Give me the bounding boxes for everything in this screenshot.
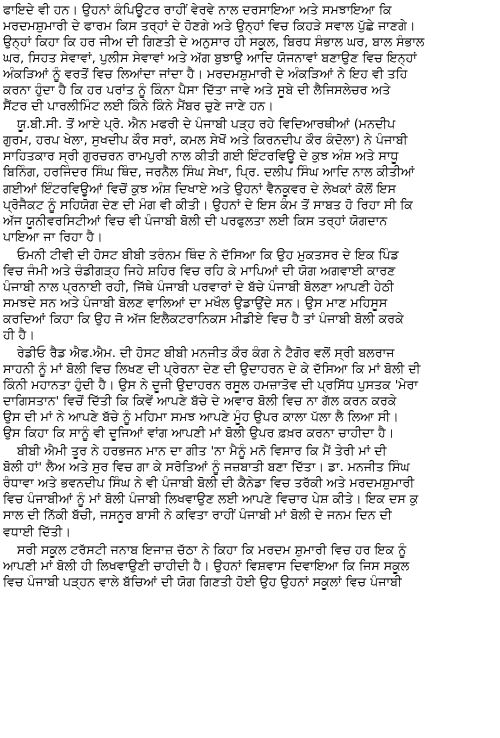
text-line: ਬਿਨਿੰਗ, ਹਰਜਿੰਦਰ ਸਿੰਘ ਥਿੰਦ, ਜਰਨੈਲ ਸਿੰਘ ਸੇਖਾ, ਪ੍ਰਿ. ਦਲੀਪ ਸਿੰਘ ਆਦਿ ਨਾਲ ਕੀਤੀਆਂ	[3, 164, 415, 180]
paragraph-song-and-speeches	[3, 443, 496, 539]
text-line: ਰੇਡੀਓ ਰੈਡ ਐਫ.ਐਮ. ਦੀ ਹੋਸਟ ਬੀਬੀ ਮਨਜੀਤ ਕੌਰ ਕੰਗ ਨੇ ਟੈਗੋਰ ਵਲੋਂ ਸ੍ਰੀ ਬਲਰਾਜ	[17, 344, 395, 360]
text-line: ਵਿਚ ਜੰਮੀ ਅਤੇ ਚੰਡੀਗੜ੍ਹ ਜਿਹੇ ਸ਼ਹਿਰ ਵਿਚ ਰਹਿ ਕੇ ਮਾਪਿਆਂ ਦੀ ਯੋਗ ਅਗਵਾਈ ਕਾਰਣ	[3, 262, 396, 278]
text-line: ਵਿਚ ਪੰਜਾਬੀ ਪੜ੍ਹਨ ਵਾਲੇ ਬੱਚਿਆਂ ਦੀ ਯੋਗ ਗਿਣਤੀ ਹੋਈ ਉਹ ਉਹਨਾਂ ਸਕੂਲਾਂ ਵਿਚ ਪੰਜਾਬੀ	[3, 573, 402, 589]
text-line: ਸਾਹਨੀ ਨੂੰ ਮਾਂ ਬੋਲੀ ਵਿਚ ਲਿਖਣ ਦੀ ਪ੍ਰੇਰਨਾ ਦੇਣ ਦੀ ਉਦਾਹਰਨ ਦੇ ਕੇ ਦੱਸਿਆ ਕਿ ਮਾਂ ਬੋਲੀ ਦੀ	[3, 361, 421, 377]
text-line: ਕਰਦਿਆਂ ਕਿਹਾ ਕਿ ਉਹ ਜੋ ਅੱਜ ਇਲੈਕਟਰਾਨਿਕਸ ਮੀਡੀਏ ਵਿਚ ਹੈ ਤਾਂ ਪੰਜਾਬੀ ਬੋਲੀ ਕਰਕੇ	[3, 310, 404, 326]
text-line: ਯੂ.ਬੀ.ਸੀ. ਤੋਂ ਆਏ ਪ੍ਰੋ. ਐਨ ਮਫਰੀ ਦੇ ਪੰਜਾਬੀ ਪੜ੍ਹ ਰਹੇ ਵਿਦਿਆਰਥੀਆਂ (ਮਨਦੀਪ	[17, 116, 396, 132]
text-line: ਓਮਨੀ ਟੀਵੀ ਦੀ ਹੋਸਟ ਬੀਬੀ ਤਰੰਨਮ ਥਿੰਦ ਨੇ ਦੱਸਿਆ ਕਿ ਉਹ ਮੁਕਤਸਰ ਦੇ ਇਕ ਪਿੰਡ	[17, 246, 399, 262]
text-line: ਫਾਇਦੇ ਵੀ ਹਨ। ਉਹਨਾਂ ਕੰਪਿਊਟਰ ਰਾਹੀਂ ਵੇਰਵੇ ਨਾਲ ਦਰਸਾਇਆ ਅਤੇ ਸਮਝਾਇਆ ਕਿ	[3, 2, 392, 17]
text-line: ਉਨ੍ਹਾਂ ਕਿਹਾ ਕਿ ਹਰ ਜੀਅ ਦੀ ਗਿਣਤੀ ਦੇ ਅਨੁਸਾਰ ਹੀ ਸਕੂਲ, ਬਿਰਧ ਸੰਭਾਲ ਘਰ, ਬਾਲ ਸੰਭਾਲ	[3, 34, 425, 50]
text-line: ਕਰਨਾ ਹੁੰਦਾ ਹੈ ਕਿ ਹਰ ਪਰਾਂਤ ਨੂੰ ਕਿੰਨਾ ਪੈਸਾ ਦਿੱਤਾ ਜਾਵੇ ਅਤੇ ਸੂਬੇ ਦੀ ਲੈਜਿਸਲੇਚਰ ਅਤੇ	[3, 82, 391, 98]
text-line: ਪਾਇਆ ਜਾ ਰਿਹਾ ਹੈ।	[3, 228, 103, 244]
text-line: ਵਿਚ ਪੰਜਾਬੀਆਂ ਨੂੰ ਮਾਂ ਬੋਲੀ ਪੰਜਾਬੀ ਲਿਖਵਾਉਣ ਲਈ ਆਪਣੇ ਵਿਚਾਰ ਪੇਸ਼ ਕੀਤੇ। ਇਕ ਦਸ ਕੁ	[3, 491, 419, 507]
text-line: ਅੱਜ ਯੂਨੀਵਰਸਿਟੀਆਂ ਵਿਚ ਵੀ ਪੰਜਾਬੀ ਬੋਲੀ ਦੀ ਪਰਫੁਲਤਾ ਲਈ ਕਿਸ ਤਰ੍ਹਾਂ ਯੋਗਦਾਨ	[3, 212, 388, 228]
text-line: ਰੰਧਾਵਾ ਅਤੇ ਭਵਨਦੀਪ ਸਿੰਘ ਨੇ ਵੀ ਪੰਜਾਬੀ ਬੋਲੀ ਦੀ ਕੈਨੇਡਾ ਵਿਚ ਤਰੱਕੀ ਅਤੇ ਮਰਦਮਸ਼ੁਮਾਰੀ	[3, 475, 415, 491]
paragraph-census-uses	[3, 2, 496, 114]
paragraph-school-trustee	[3, 542, 496, 590]
text-line: ਆਪਣੀ ਮਾਂ ਬੋਲੀ ਹੀ ਲਿਖਵਾਉਣੀ ਚਾਹੀਦੀ ਹੈ। ਉਹਨਾਂ ਵਿਸ਼ਵਾਸ ਦਿਵਾਇਆ ਕਿ ਜਿਸ ਸਕੂਲ	[3, 557, 410, 573]
text-line: ਗਈਆਂ ਇੰਟਰਵਿਊਆਂ ਵਿਚੋਂ ਕੁਝ ਅੰਸ਼ ਦਿਖਾਏ ਅਤੇ ਉਹਨਾਂ ਵੈਨਕੂਵਰ ਦੇ ਲੇਖਕਾਂ ਕੋਲੋਂ ਇਸ	[3, 180, 396, 196]
paragraph-ubc-students	[3, 116, 496, 244]
text-line: ਸਰੀ ਸਕੂਲ ਟਰੱਸਟੀ ਜਨਾਬ ਇਜਾਜ਼ ਚੱਠਾ ਨੇ ਕਿਹਾ ਕਿ ਮਰਦਮ ਸ਼ੁਮਾਰੀ ਵਿਚ ਹਰ ਇਕ ਨੂੰ	[17, 541, 407, 557]
text-line: ਕਿੰਨੀ ਮਹਾਨਤਾ ਹੁੰਦੀ ਹੈ। ਉਸ ਨੇ ਦੂਜੀ ਉਦਾਹਰਨ ਰਸੂਲ ਹਮਜ਼ਾਤੋਵ ਦੀ ਪ੍ਰਸਿੱਧ ਪੁਸਤਕ 'ਮੇਰਾ	[3, 377, 418, 393]
text-line: ਪ੍ਰੋਜੈਕਟ ਨੂੰ ਸਹਿਯੋਗ ਦੇਣ ਦੀ ਮੰਗ ਵੀ ਕੀਤੀ। ਉਹਨਾਂ ਦੇ ਇਸ ਕੰਮ ਤੋਂ ਸਾਬਤ ਹੋ ਰਿਹਾ ਸੀ ਕਿ	[3, 196, 413, 212]
text-line: ਬੋਲੀ ਹਾਂ' ਲੈਅ ਅਤੇ ਸੁਰ ਵਿਚ ਗਾ ਕੇ ਸਰੋਤਿਆਂ ਨੂੰ ਜਜ਼ਬਾਤੀ ਬਣਾ ਦਿੱਤਾ। ਡਾ. ਮਨਜੀਤ ਸਿੰਘ	[3, 459, 410, 475]
text-line: ਸਾਲ ਦੀ ਨਿੱਕੀ ਬੱਚੀ, ਜਸਨੂਰ ਬਾਸੀ ਨੇ ਕਵਿਤਾ ਰਾਹੀਂ ਪੰਜਾਬੀ ਮਾਂ ਬੋਲੀ ਦੇ ਜਨਮ ਦਿਨ ਦੀ	[3, 507, 392, 523]
text-line: ਸਮਝਦੇ ਸਨ ਅਤੇ ਪੰਜਾਬੀ ਬੋਲਣ ਵਾਲਿਆਂ ਦਾ ਮਖੌਲ ਉਡਾਉਂਦੇ ਸਨ। ਉਸ ਮਾਣ ਮਹਿਸੂਸ	[3, 294, 388, 310]
text-line: ਉਸ ਦੀ ਮਾਂ ਨੇ ਆਪਣੇ ਬੱਚੇ ਨੂੰ ਮਹਿਮਾ ਸਮਝ ਆਪਣੇ ਮੂੰਹ ਉਪਰ ਕਾਲਾ ਪੱਲਾ ਲੈ ਲਿਆ ਸੀ।	[3, 409, 399, 425]
text-line: ਬੀਬੀ ਐਮੀ ਤੂਰ ਨੇ ਹਰਭਜਨ ਮਾਨ ਦਾ ਗੀਤ 'ਨਾ ਮੈਨੂੰ ਮਨੋ ਵਿਸਾਰ ਕਿ ਮੈਂ ਤੇਰੀ ਮਾਂ ਦੀ	[17, 443, 387, 459]
text-line: ਅੰਕੜਿਆਂ ਨੂੰ ਵਰਤੋਂ ਵਿਚ ਲਿਆਂਦਾ ਜਾਂਦਾ ਹੈ। ਮਰਦਮਸ਼ੁਮਾਰੀ ਦੇ ਅੰਕੜਿਆਂ ਨੇ ਇਹ ਵੀ ਤਹਿ	[3, 66, 408, 82]
text-line: ਗੁਰਮ, ਹਰਪ ਖੇਲਾ, ਸੁਖਦੀਪ ਕੌਰ ਸਰਾਂ, ਕਮਲ ਸੇਖੋਂ ਅਤੇ ਕਿਰਨਦੀਪ ਕੌਰ ਕੰਦੋਲਾ) ਨੇ ਪੰਜਾਬੀ	[3, 132, 408, 148]
text-line: ਸਾਹਿਤਕਾਰ ਸ੍ਰੀ ਗੁਰਚਰਨ ਰਾਮਪੁਰੀ ਨਾਲ ਕੀਤੀ ਗਈ ਇੰਟਰਵਿਊ ਦੇ ਕੁਝ ਅੰਸ਼ ਅਤੇ ਸਾਧੂ	[3, 148, 399, 164]
text-line: ਘਰ, ਸਿਹਤ ਸੇਵਾਵਾਂ, ਪੁਲੀਸ ਸੇਵਾਵਾਂ ਅਤੇ ਅੱਗ ਬੁਝਾਉ ਆਦਿ ਯੋਜਨਾਵਾਂ ਬਣਾਉਣ ਵਿਚ ਇਨ੍ਹਾਂ	[3, 50, 417, 66]
text-line: ਵਧਾਈ ਦਿੱਤੀ।	[3, 523, 71, 539]
text-line: ਸੈਂਟਰ ਦੀ ਪਾਰਲੀਮਿੰਟ ਲਈ ਕਿੰਨੇ ਕਿੰਨੇ ਮੈਂਬਰ ਚੁਣੇ ਜਾਣੇ ਹਨ।	[3, 98, 274, 114]
paragraph-radio-red-fm	[3, 345, 496, 441]
text-line: ਹੀ ਹੈ।	[3, 326, 35, 342]
text-line: ਦਾਗਿਸਤਾਨ' ਵਿਚੋਂ ਦਿੱਤੀ ਕਿ ਕਿਵੇਂ ਆਪਣੇ ਬੱਚੇ ਦੇ ਅਵਾਰ ਬੋਲੀ ਵਿਚ ਨਾ ਗੱਲ ਕਰਨ ਕਰਕੇ	[3, 393, 397, 409]
text-line: ਉਸ ਕਿਹਾ ਕਿ ਸਾਨੂੰ ਵੀ ਦੂਜਿਆਂ ਵਾਂਗ ਆਪਣੀ ਮਾਂ ਬੋਲੀ ਉਪਰ ਫ਼ਖ਼ਰ ਕਰਨਾ ਚਾਹੀਦਾ ਹੈ।	[3, 425, 395, 441]
text-line: ਮਰਦਮਸ਼ੁਮਾਰੀ ਦੇ ਫਾਰਮ ਕਿਸ ਤਰ੍ਹਾਂ ਦੇ ਹੋਣਗੇ ਅਤੇ ਉਨ੍ਹਾਂ ਵਿਚ ਕਿਹੜੇ ਸਵਾਲ ਪੁੱਛੇ ਜਾਣਗੇ।	[3, 18, 416, 34]
text-line: ਪੰਜਾਬੀ ਨਾਲ ਪ੍ਰਨਾਈ ਰਹੀ, ਜਿੱਥੇ ਪੰਜਾਬੀ ਪਰਵਾਰਾਂ ਦੇ ਬੱਚੇ ਪੰਜਾਬੀ ਬੋਲਣਾ ਆਪਣੀ ਹੇਠੀ	[3, 278, 394, 294]
paragraph-omni-tv-host	[3, 247, 496, 343]
